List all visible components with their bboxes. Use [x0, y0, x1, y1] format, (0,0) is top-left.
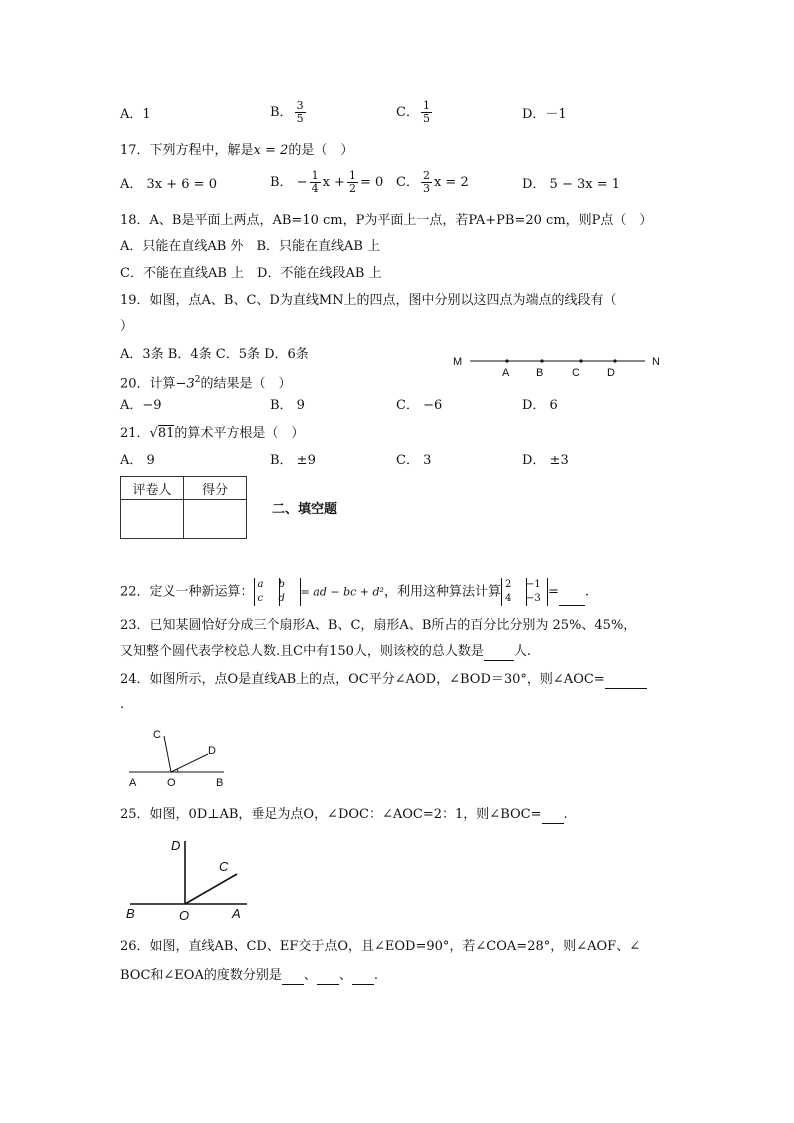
fig-label-a: A: [129, 777, 137, 789]
q16-option-b: B． $\frac{3}{5}$: [270, 99, 304, 125]
fig-label-n: N: [652, 356, 660, 368]
q16-option-c: C． $\frac{1}{5}$: [396, 99, 430, 125]
fig-label-a: A: [232, 906, 241, 921]
q17-option-b: B． − $\frac{1}{4}$ x + $\frac{1}{2}$ = 0: [270, 169, 384, 195]
q22-determinant-abcd: a c: [254, 578, 280, 606]
q17-option-d: D． 5 − 3x = 1: [522, 177, 621, 192]
score-table-score-header: 得分: [184, 477, 247, 500]
q26-answer-blank-aof[interactable]: [282, 984, 304, 985]
q19-stem: 19．如图，点A、B、C、D为直线MN上的四点，图中分别以这四点为端点的线段有（: [120, 293, 617, 308]
q17-stem: 17．下列方程中，解是x = 2的是（ ）: [120, 143, 354, 158]
q26-answer-blank-boc[interactable]: [317, 984, 339, 985]
q25-stem: 25．如图，0D⊥AB，垂足为点O，∠DOC：∠AOC=2：1，则∠BOC= .: [120, 807, 568, 822]
q21-option-d: D． ±3: [522, 453, 569, 468]
fig-label-m: M: [453, 356, 463, 368]
fig-label-b: B: [536, 367, 544, 379]
fig-label-c: C: [572, 367, 580, 379]
q21-option-c: C． 3: [396, 453, 432, 468]
q20-option-b: B． 9: [270, 398, 305, 413]
fig-label-c: C: [153, 729, 161, 741]
q20-stem: 20．计算$-3^2$的结果是（ ）: [120, 375, 292, 392]
q23-answer-blank[interactable]: [484, 660, 514, 661]
q26-answer-blank-eoa[interactable]: [352, 984, 374, 985]
fig-label-b: B: [126, 906, 135, 921]
fig-label-b: B: [216, 777, 224, 789]
q17-option-a: A． 3x + 6 = 0: [120, 177, 217, 192]
q26-line1: 26．如图，直线AB、CD、EF交于点O，且∠EOD=90°，若∠COA=28°，则∠AOF、∠: [120, 939, 641, 954]
q17-option-c: C． $\frac{2}{3}$ x = 2: [396, 169, 469, 195]
q23-line2: 又知整个圆代表学校总人数.且C中有150人，则该校的总人数是 人.: [120, 644, 532, 659]
section-title-fill-blank: 二、填空题: [272, 502, 338, 517]
q20-option-d: D． 6: [522, 398, 558, 413]
q21-option-b: B． ±9: [270, 453, 316, 468]
q18-stem: 18．A、B是平面上两点，AB=10 cm，P为平面上一点，若PA+PB=20 cm，则P点（ ）: [120, 213, 653, 228]
sqrt-icon: √: [149, 426, 158, 441]
q24-stem: 24．如图所示，点O是直线AB上的点，OC平分∠AOD，∠BOD＝30°，则∠AOC=: [120, 671, 647, 689]
q26-line2: BOC和∠EOA的度数分别是 、 、 .: [120, 968, 378, 983]
score-table-grader-header: 评卷人: [121, 477, 184, 500]
q19-figure-line-mn: [450, 350, 670, 378]
fig-label-a: A: [502, 367, 510, 379]
q16-option-a: A．1: [120, 107, 151, 122]
q24-answer-blank[interactable]: [605, 688, 647, 689]
q18-options-ab: A．只能在直线AB 外 B．只能在直线AB 上: [120, 239, 381, 254]
q25-answer-blank[interactable]: [542, 823, 564, 824]
q20-option-c: C． −6: [396, 398, 443, 413]
q24-stem-end: .: [120, 697, 125, 712]
q16-option-d: D．－1: [522, 107, 567, 122]
q22-stem: 22．定义一种新运算： a c b d = ad − bc + d²，利用这种算法计算 2 4 −1 −3 = .: [120, 579, 589, 604]
q22-answer-blank[interactable]: [559, 605, 585, 606]
fig-label-o: O: [167, 777, 176, 789]
q25-figure-perpendicular: [122, 836, 252, 922]
score-table-score-cell[interactable]: [184, 500, 247, 539]
fig-label-c: C: [219, 859, 229, 874]
score-table: [120, 476, 247, 539]
q21-stem: 21．√81的算术平方根是（ ）: [120, 426, 305, 441]
q19-stem-close: ）: [120, 319, 134, 334]
q18-options-cd: C．不能在直线AB 上 D．不能在线段AB 上: [120, 266, 382, 281]
q22-determinant-values: 2 4: [501, 578, 527, 606]
fig-label-d: D: [171, 838, 181, 853]
q21-option-a: A． 9: [120, 453, 155, 468]
fig-label-o: O: [179, 908, 190, 923]
score-table-grader-cell[interactable]: [121, 500, 184, 539]
q23-line1: 23．已知某圆恰好分成三个扇形A、B、C，扇形A、B所占的百分比分别为 25%、45%，: [120, 618, 637, 633]
q24-figure-angle: [126, 726, 226, 788]
q19-options: A．3条 B．4条 C．5条 D．6条: [120, 347, 309, 362]
fig-label-d: D: [208, 745, 216, 757]
fig-label-d: D: [607, 367, 615, 379]
q20-option-a: A．−9: [120, 398, 162, 413]
